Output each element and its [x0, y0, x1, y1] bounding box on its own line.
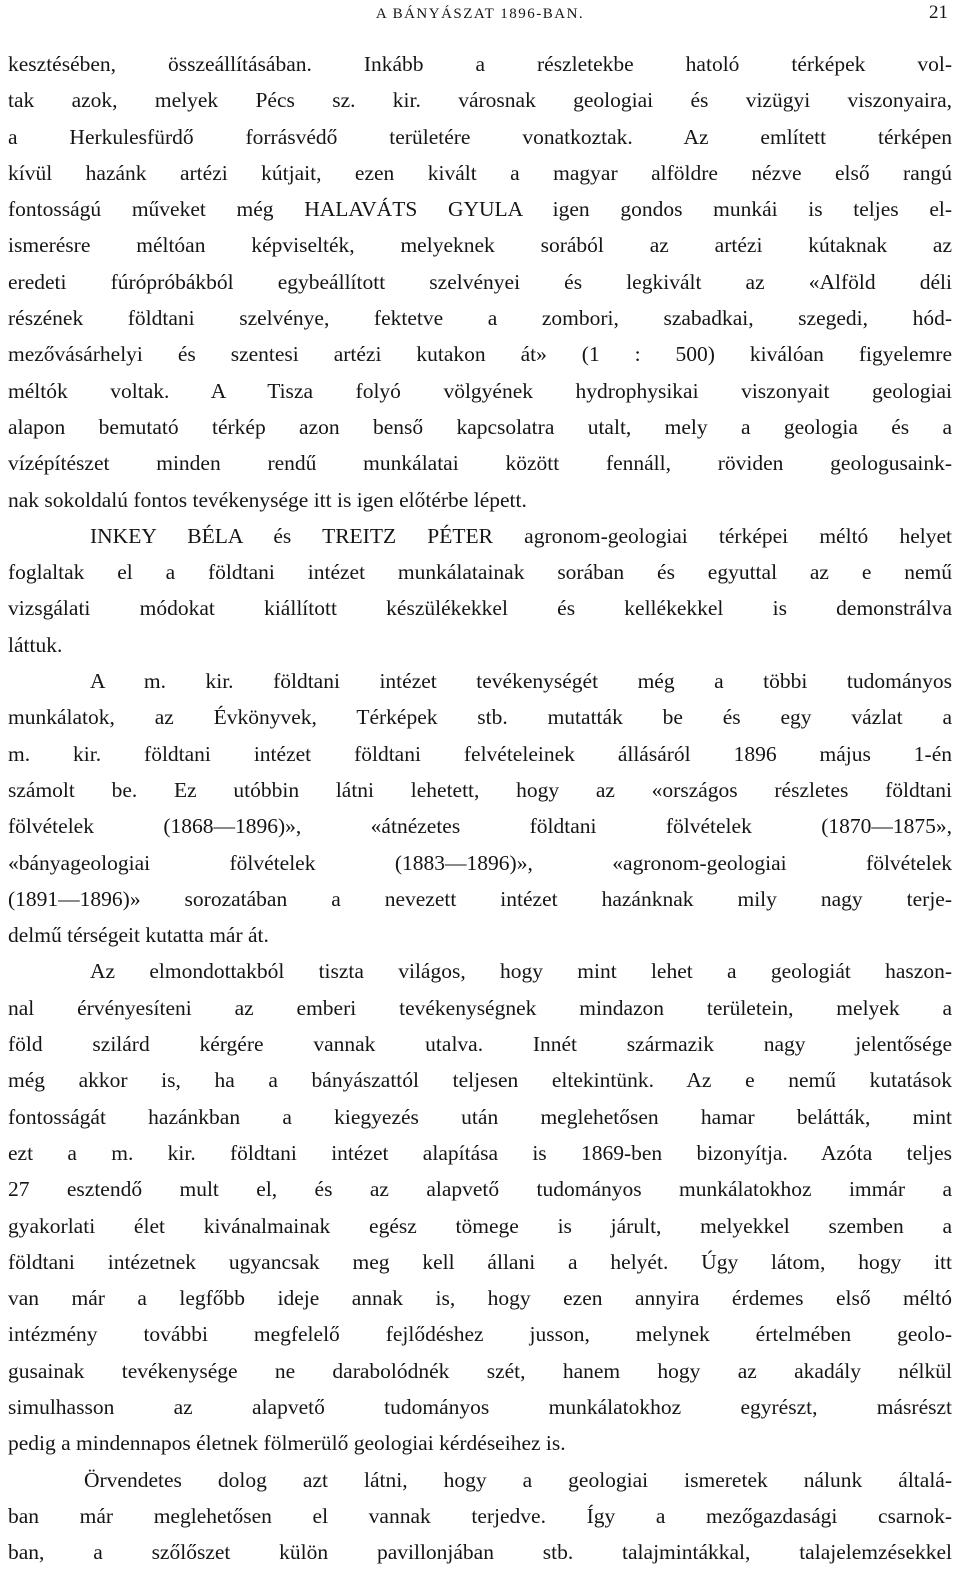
- text-line: van már a legfőbb ideje annak is, hogy ezen annyira érdemes első méltó: [8, 1286, 952, 1311]
- body-text: [8, 46, 952, 1570]
- text-line: foglaltak el a földtani intézet munkálatainak sorában és egyuttal az e nemű: [8, 560, 952, 585]
- text-line: fontosságát hazánkban a kiegyezés után meglehetősen hamar belátták, mint: [8, 1104, 952, 1129]
- text-line: ban, a szőlőszet külön pavillonjában stb. talajmintákkal, talajelemzésekkel: [8, 1540, 952, 1565]
- text-line: tak azok, melyek Pécs sz. kir. városnak geologiai és vizügyi viszonyaira,: [8, 88, 952, 113]
- text-line: intézmény további megfelelő fejlődéshez jusson, melynek értelmében geolo-: [8, 1322, 952, 1347]
- text-line: A m. kir. földtani intézet tevékenységét még a többi tudományos: [90, 669, 952, 694]
- text-line: vízépítészet minden rendű munkálatai között fennáll, röviden geologusaink-: [8, 451, 952, 476]
- text-line: vizsgálati módokat kiállított készülékekkel és kellékekkel is demonstrálva: [8, 596, 952, 621]
- running-head: A BÁNYÁSZAT 1896-BAN.: [375, 6, 585, 22]
- text-line: delmű térségeit kutatta már át.: [8, 923, 269, 948]
- text-line: föld szilárd kérgére vannak utalva. Innét származik nagy jelentősége: [8, 1032, 952, 1057]
- text-line: ban már meglehetősen el vannak terjedve. Így a mezőgazdasági csarnok-: [8, 1503, 952, 1528]
- text-line: fontosságú műveket még HALAVÁTS GYULA igen gondos munkái is teljes el-: [8, 197, 952, 222]
- text-line: részének földtani szelvénye, fektetve a zombori, szabadkai, szegedi, hód-: [8, 306, 952, 331]
- book-page: [8, 0, 952, 1565]
- text-line: számolt be. Ez utóbbin látni lehetett, hogy az «országos részletes földtani: [8, 777, 952, 802]
- text-line: kívül hazánk artézi kútjait, ezen kivált a magyar alföldre nézve első rangú: [8, 160, 952, 185]
- text-line: INKEY BÉLA és TREITZ PÉTER agronom-geologiai térképei méltó helyet: [90, 523, 952, 548]
- text-line: még akkor is, ha a bányászattól teljesen eltekintünk. Az e nemű kutatások: [8, 1068, 952, 1093]
- text-line: eredeti fúrópróbákból egybeállított szelvényei és legkivált az «Alföld déli: [8, 269, 952, 294]
- text-line: nak sokoldalú fontos tevékenysége itt is igen előtérbe lépett.: [8, 487, 527, 512]
- text-line: a Herkulesfürdő forrásvédő területére vonatkoztak. Az említett térképen: [8, 124, 952, 149]
- text-line: fölvételek (1868—1896)», «átnézetes földtani fölvételek (1870—1875»,: [8, 814, 952, 839]
- text-line: mezővásárhelyi és szentesi artézi kutakon át» (1 : 500) kiválóan figyelemre: [8, 342, 952, 367]
- text-line: m. kir. földtani intézet földtani felvételeinek állásáról 1896 május 1-én: [8, 741, 952, 766]
- text-line: méltók voltak. A Tisza folyó völgyének hydrophysikai viszonyait geologiai: [8, 378, 952, 403]
- text-line: simulhasson az alapvető tudományos munkálatokhoz egyrészt, másrészt: [8, 1394, 952, 1419]
- page-number: 21: [929, 2, 948, 23]
- text-line: Az elmondottakból tiszta világos, hogy mint lehet a geologiát haszon-: [90, 959, 952, 984]
- text-line: Örvendetes dolog azt látni, hogy a geologiai ismeretek nálunk általá-: [84, 1467, 952, 1492]
- text-line: «bányageologiai fölvételek (1883—1896)», «agronom-geologiai fölvételek: [8, 850, 952, 875]
- text-line: munkálatok, az Évkönyvek, Térképek stb. mutatták be és egy vázlat a: [8, 705, 952, 730]
- text-line: földtani intézetnek ugyancsak meg kell állani a helyét. Úgy látom, hogy itt: [8, 1249, 952, 1274]
- text-line: ezt a m. kir. földtani intézet alapítása is 1869-ben bizonyítja. Azóta teljes: [8, 1140, 952, 1165]
- text-line: láttuk.: [8, 632, 63, 657]
- text-line: nal érvényesíteni az emberi tevékenységnek mindazon területein, melyek a: [8, 995, 952, 1020]
- text-line: gyakorlati élet kivánalmainak egész tömege is járult, melyekkel szemben a: [8, 1213, 952, 1238]
- text-line: 27 esztendő mult el, és az alapvető tudományos munkálatokhoz immár a: [8, 1177, 952, 1202]
- text-line: pedig a mindennapos életnek fölmerülő geologiai kérdéseihez is.: [8, 1431, 566, 1456]
- page-header: [8, 0, 952, 40]
- text-line: gusainak tevékenysége ne darabolódnék szét, hanem hogy az akadály nélkül: [8, 1358, 952, 1383]
- text-line: kesztésében, összeállításában. Inkább a részletekbe hatoló térképek vol-: [8, 52, 952, 76]
- text-line: alapon bemutató térkép azon benső kapcsolatra utalt, mely a geologia és a: [8, 414, 952, 439]
- text-line: ismerésre méltóan képviselték, melyeknek sorából az artézi kútaknak az: [8, 233, 952, 258]
- text-line: (1891—1896)» sorozatában a nevezett intézet hazánknak mily nagy terje-: [8, 886, 952, 911]
